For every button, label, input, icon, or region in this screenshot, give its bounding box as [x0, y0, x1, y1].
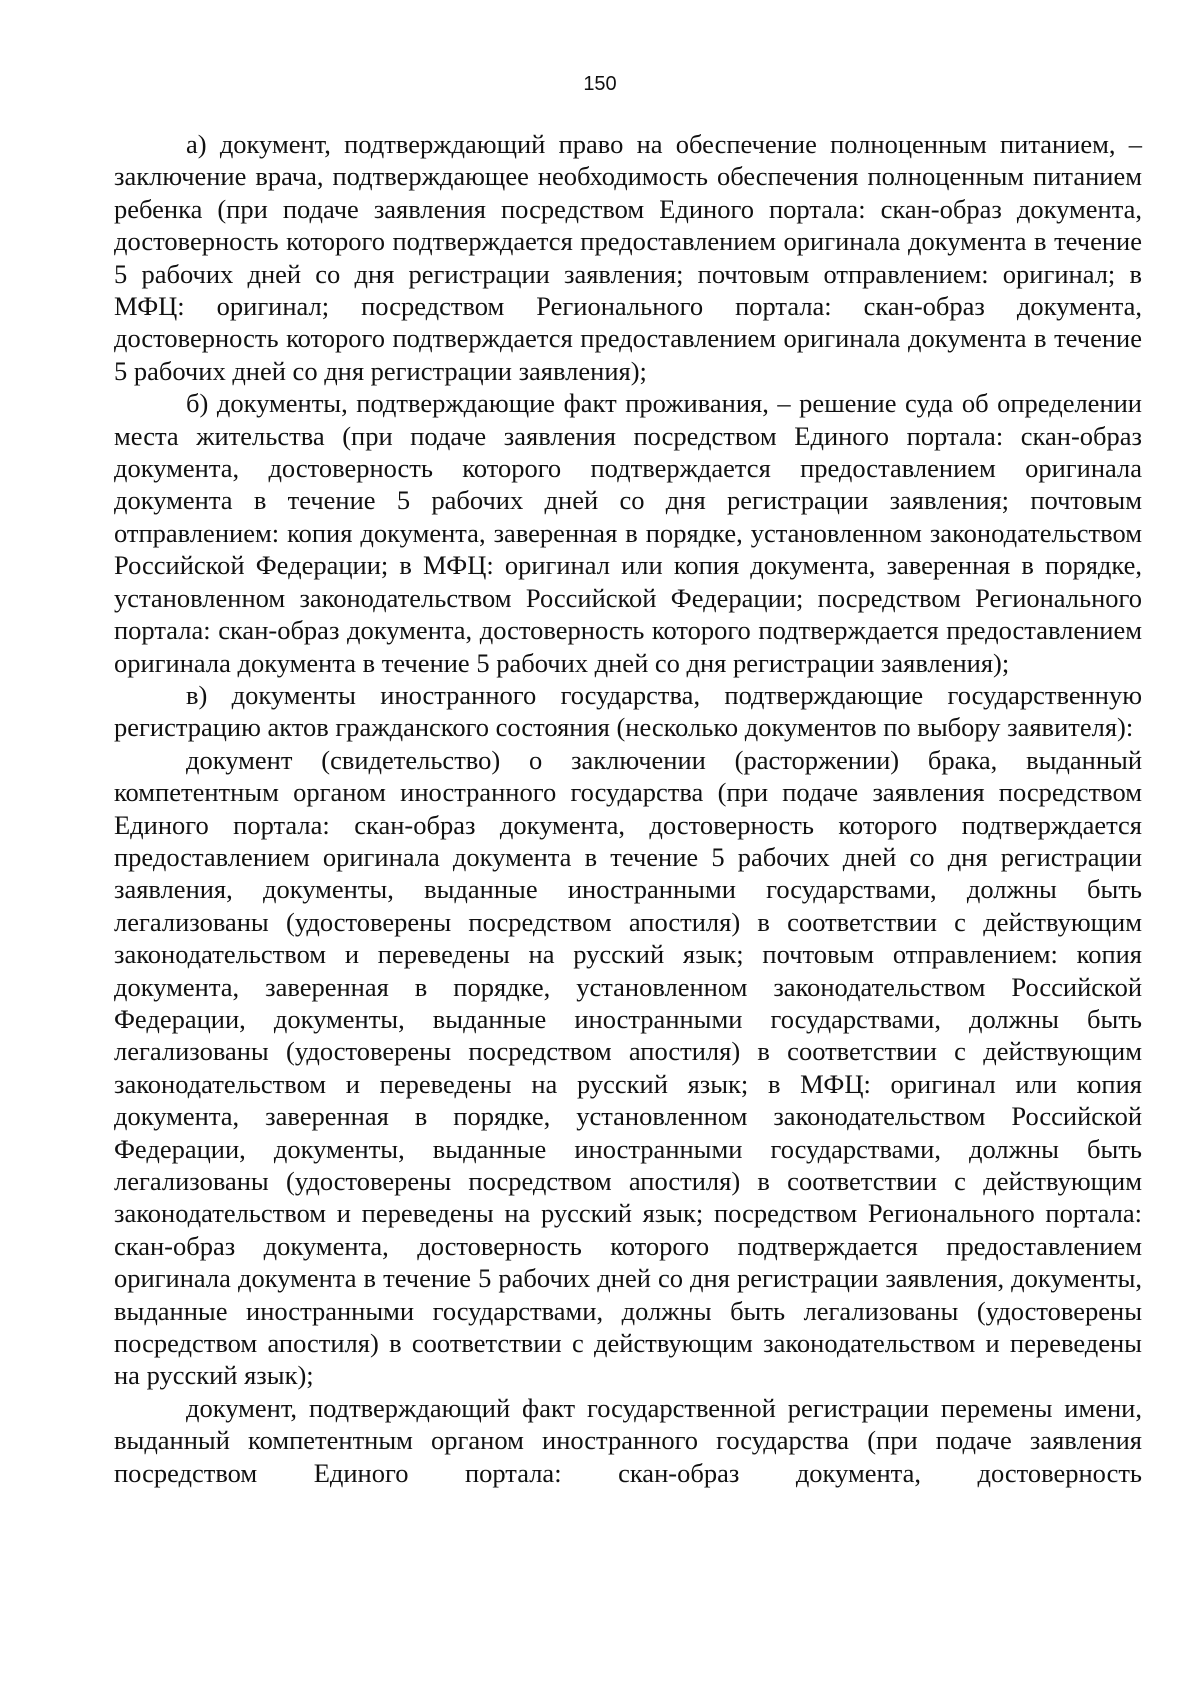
paragraph-v: в) документы иностранного государства, подтверждающие государственную регистрацию актов гражданского состояния (несколько документов по выбору заявителя):	[114, 679, 1142, 743]
paragraph-b: б) документы, подтверждающие факт проживания, – решение суда об определении места жительства (при подаче заявления посредством Единого портала: скан-образ документа, достоверность которого подтверждается предоставлением оригинала документа в течение 5 рабочих дней со дня регистрации заявления; почтовым отправлением: копия документа, заверенная в порядке, установленном законодательством Российской Федерации; в МФЦ: оригинал или копия документа, заверенная в порядке, установленном законодательством Российской Федерации; посредством Регионального портала: скан-образ документа, достоверность которого подтверждается предоставлением оригинала документа в течение 5 рабочих дней со дня регистрации заявления);	[114, 388, 1142, 678]
document-body	[114, 128, 1142, 1489]
paragraph-a: а) документ, подтверждающий право на обеспечение полноценным питанием, – заключение врача, подтверждающее необходимость обеспечения полноценным питанием ребенка (при подаче заявления посредством Единого портала: скан-образ документа, достоверность которого подтверждается предоставлением оригинала документа в течение 5 рабочих дней со дня регистрации заявления; почтовым отправлением: оригинал; в МФЦ: оригинал; посредством Регионального портала: скан-образ документа, достоверность которого подтверждается предоставлением оригинала документа в течение 5 рабочих дней со дня регистрации заявления);	[114, 129, 1142, 386]
paragraph-name-change: документ, подтверждающий факт государственной регистрации перемены имени, выданный компетентным органом иностранного государства (при подаче заявления посредством Единого портала: скан-образ документа, достоверность	[114, 1392, 1142, 1488]
paragraph-marriage-certificate: документ (свидетельство) о заключении (расторжении) брака, выданный компетентным органом иностранного государства (при подаче заявления посредством Единого портала: скан-образ документа, достоверность которого подтверждается предоставлением оригинала документа в течение 5 рабочих дней со дня регистрации заявления, документы, выданные иностранными государствами, должны быть легализованы (удостоверены посредством апостиля) в соответствии с действующим законодательством и переведены на русский язык; почтовым отправлением: копия документа, заверенная в порядке, установленном законодательством Российской Федерации, документы, выданные иностранными государствами, должны быть легализованы (удостоверены посредством апостиля) в соответствии с действующим законодательством и переведены на русский язык; в МФЦ: оригинал или копия документа, заверенная в порядке, установленном законодательством Российской Федерации, документы, выданные иностранными государствами, должны быть легализованы (удостоверены посредством апостиля) в соответствии с действующим законодательством и переведены на русский язык; посредством Регионального портала: скан-образ документа, достоверность которого подтверждается предоставлением оригинала документа в течение 5 рабочих дней со дня регистрации заявления, документы, выданные иностранными государствами, должны быть легализованы (удостоверены посредством апостиля) в соответствии с действующим законодательством и переведены на русский язык);	[114, 744, 1142, 1391]
page-number: 150	[583, 73, 617, 95]
